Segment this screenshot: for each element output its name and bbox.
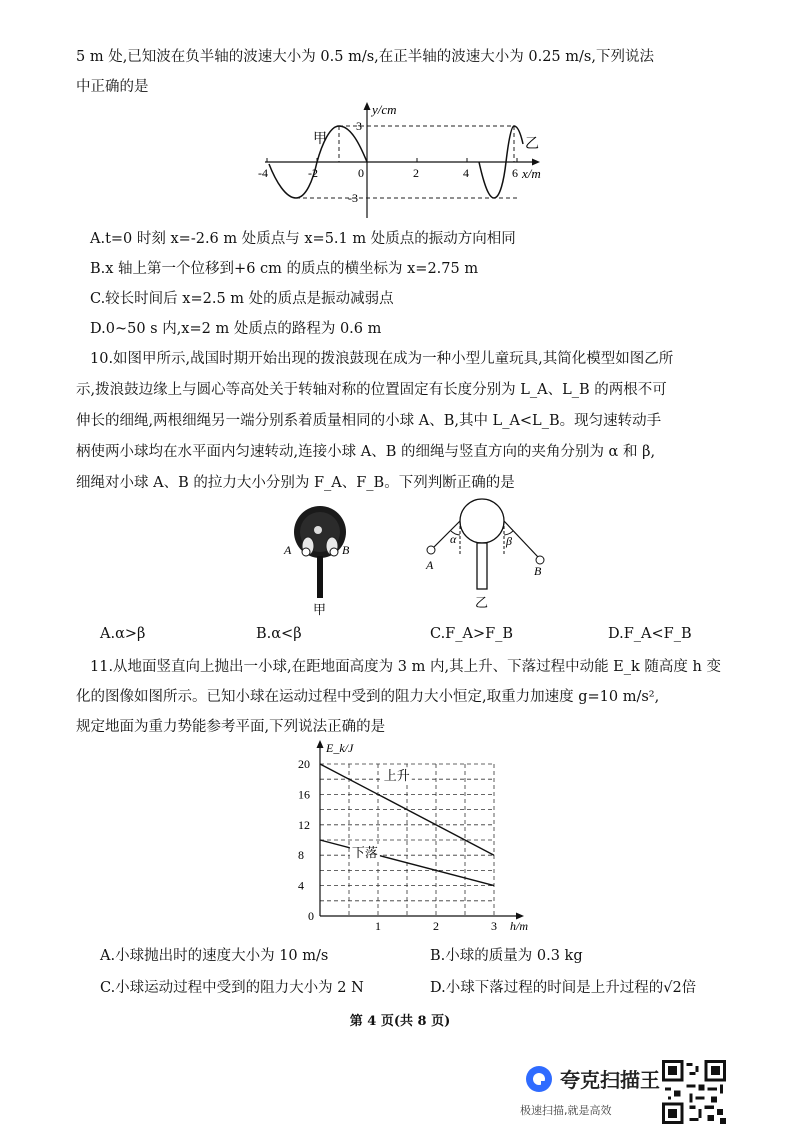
q10-ball-a [427, 546, 435, 554]
q11-option-b: B.小球的质量为 0.3 kg [430, 948, 583, 964]
q9-option-a: A.t=0 时刻 x=-2.6 m 处质点与 x=5.1 m 处质点的振动方向相同 [90, 231, 516, 247]
q11-option-c: C.小球运动过程中受到的阻力大小为 2 N [100, 980, 364, 996]
q10-fig-jia-ball-a: A [284, 543, 292, 557]
watermark-slogan: 极速扫描,就是高效 [520, 1104, 612, 1117]
series-label: 下落 [351, 845, 378, 860]
q11-option-d: D.小球下落过程的时间是上升过程的√2倍 [430, 980, 697, 996]
q9-y-neg-label: -3 [348, 191, 358, 205]
q9-label-jia: 甲 [313, 132, 327, 147]
x-tick-label: 2 [433, 919, 439, 933]
y-axis-label: E_k/J [326, 741, 354, 755]
x-tick-label: 3 [491, 919, 497, 933]
q11-line3: 规定地面为重力势能参考平面,下列说法正确的是 [76, 719, 386, 735]
q10-ball-b [536, 556, 544, 564]
q11-line2: 化的图像如图所示。已知小球在运动过程中受到的阻力大小恒定,取重力加速度 g=10 m/s², [76, 689, 660, 705]
series-label: 上升 [383, 768, 410, 784]
q10-angle-alpha: α [450, 532, 457, 546]
origin-label: 0 [308, 909, 314, 923]
q10-figure-yi [420, 495, 560, 615]
q10-line2: 示,拨浪鼓边缘上与圆心等高处关于转轴对称的位置固定有长度分别为 L_A、L_B 的两根不可 [76, 382, 667, 398]
q10-figure-jia [270, 500, 370, 620]
scanner-logo-icon [524, 1064, 554, 1094]
q9-option-b: B.x 轴上第一个位移到+6 cm 的质点的横坐标为 x=2.75 m [90, 261, 479, 277]
q10-option-b: B.α<β [256, 626, 302, 642]
q10-fig-yi-ball-a: A [426, 558, 434, 572]
q9-x-tick-label: 0 [358, 166, 364, 180]
q9-x-tick-label: 4 [463, 166, 469, 180]
q9-x-tick-label: -2 [308, 166, 318, 180]
q10-line5: 细绳对小球 A、B 的拉力大小分别为 F_A、F_B。下列判断正确的是 [76, 475, 515, 491]
q10-fig-yi-ball-b: B [534, 564, 542, 578]
q10-option-c: C.F_A>F_B [430, 626, 514, 642]
q9-y-pos-label: 3 [356, 119, 362, 133]
q9-x-tick-label: 6 [512, 166, 518, 180]
q9-x-tick-label: 2 [413, 166, 419, 180]
q9-ticks [267, 158, 517, 162]
y-tick-label: 16 [298, 787, 310, 802]
q10-line4: 柄使两小球均在水平面内匀速转动,连接小球 A、B 的细绳与竖直方向的夹角分别为 α 和 β, [76, 444, 656, 460]
q9-intro-line2: 中正确的是 [76, 79, 149, 95]
y-axis-arrow [317, 740, 324, 748]
qr-code-icon [662, 1060, 726, 1124]
y-tick-label: 8 [298, 848, 304, 863]
q11-ek-chart [290, 738, 540, 938]
q9-wave-graph [250, 100, 550, 220]
x-tick-label: 1 [375, 919, 381, 933]
q9-x-tick-label: -4 [258, 166, 268, 180]
q9-label-yi: 乙 [525, 137, 539, 152]
q9-intro-line1: 5 m 处,已知波在负半轴的波速大小为 0.5 m/s,在正半轴的波速大小为 0.25 m/s,下列说法 [76, 49, 654, 65]
q9-option-d: D.0~50 s 内,x=2 m 处质点的路程为 0.6 m [90, 321, 382, 337]
q10-label-yi: 乙 [475, 595, 489, 610]
q9-y-axis-label: y/cm [372, 102, 397, 117]
x-axis-label: h/m [510, 919, 528, 933]
y-tick-label: 20 [298, 757, 310, 771]
y-tick-label: 4 [298, 878, 304, 893]
q9-option-c: C.较长时间后 x=2.5 m 处的质点是振动减弱点 [90, 291, 394, 307]
q10-option-a: A.α>β [100, 626, 146, 642]
q10-line1: 10.如图甲所示,战国时期开始出现的拨浪鼓现在成为一种小型儿童玩具,其简化模型如图乙所 [90, 351, 674, 367]
q11-option-a: A.小球抛出时的速度大小为 10 m/s [100, 948, 329, 964]
page-footer: 第 4 页(共 8 页) [349, 1014, 451, 1029]
y-tick-label: 12 [298, 817, 310, 832]
q11-line1: 11.从地面竖直向上抛出一小球,在距地面高度为 3 m 内,其上升、下落过程中动能 E_k 随高度 h 变 [90, 659, 721, 675]
watermark-name: 夸克扫描王 [560, 1068, 660, 1092]
q10-fig-jia-ball-b: B [342, 543, 350, 557]
q10-line3: 伸长的细绳,两根细绳另一端分别系着质量相同的小球 A、B,其中 L_A<L_B。现匀速转动手 [76, 413, 662, 429]
q10-angle-beta: β [506, 534, 512, 548]
q10-option-d: D.F_A<F_B [608, 626, 692, 642]
q10-label-jia: 甲 [313, 602, 327, 617]
q9-x-axis-label: x/m [522, 166, 541, 181]
